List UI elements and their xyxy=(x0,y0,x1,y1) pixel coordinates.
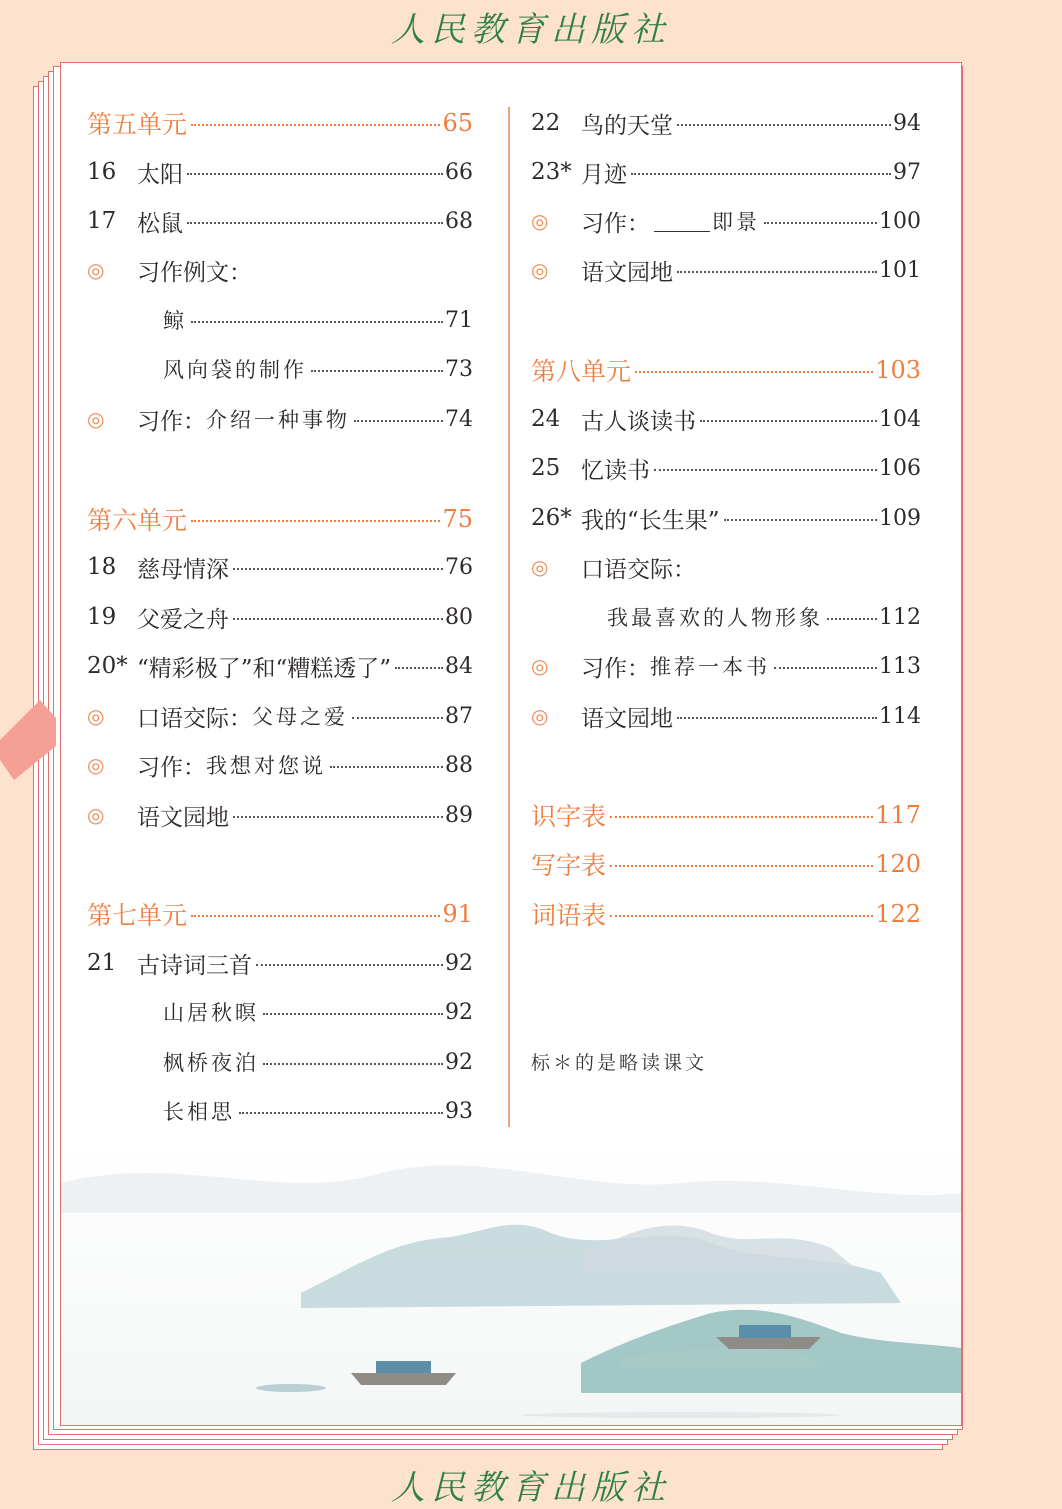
publisher-logo-top: 人民教育出版社 xyxy=(391,10,671,50)
page-number: 68 xyxy=(445,208,473,234)
lesson-number: 20* xyxy=(87,653,128,679)
lesson-number: 25 xyxy=(531,455,561,481)
page-number: 91 xyxy=(442,900,473,928)
toc-sub-item[interactable] xyxy=(87,1095,473,1127)
double-circle-icon: ◎ xyxy=(87,704,105,728)
toc-sub-item[interactable] xyxy=(87,996,473,1028)
page-number: 114 xyxy=(879,703,921,729)
entry-title: 长相思 xyxy=(163,1100,235,1124)
double-circle-icon: ◎ xyxy=(531,555,549,579)
page-number: 97 xyxy=(893,159,921,185)
dot-leader xyxy=(263,1013,443,1015)
toc-section-item[interactable] xyxy=(87,799,473,831)
dot-leader xyxy=(354,420,443,422)
dot-leader xyxy=(677,717,877,719)
page-number: 109 xyxy=(879,505,921,531)
double-circle-icon: ◎ xyxy=(531,209,549,233)
page-number: 92 xyxy=(445,999,473,1025)
bookmark-ribbon xyxy=(0,700,56,780)
dot-leader xyxy=(610,915,873,917)
entry-title: 写字表 xyxy=(531,851,607,880)
lesson-number: 17 xyxy=(87,208,117,234)
entry-subtitle: 我想对您说 xyxy=(206,754,326,778)
publisher-logo-bottom: 人民教育出版社 xyxy=(391,1468,671,1508)
toc-section-item[interactable] xyxy=(87,254,473,286)
entry-subtitle: 即景 xyxy=(712,210,760,234)
toc-lesson-item[interactable] xyxy=(87,156,473,188)
page-number: 89 xyxy=(445,802,473,828)
entry-title: 古诗词三首 xyxy=(137,952,252,979)
entry-title: 习作： xyxy=(137,408,206,435)
dot-leader xyxy=(654,469,877,471)
toc-lesson-item[interactable] xyxy=(87,551,473,583)
dot-leader xyxy=(631,173,891,175)
landscape-painting xyxy=(61,1143,961,1425)
lesson-number: 16 xyxy=(87,159,117,185)
toc-sub-item[interactable] xyxy=(87,1046,473,1078)
page-number: 101 xyxy=(879,257,921,283)
toc-section-item[interactable] xyxy=(531,650,921,682)
page-number: 88 xyxy=(445,752,473,778)
toc-section-item[interactable] xyxy=(531,254,921,286)
entry-title: 习作： xyxy=(581,655,650,682)
double-circle-icon: ◎ xyxy=(87,803,105,827)
entry-title: 习作： xyxy=(137,754,206,781)
entry-title: 语文园地 xyxy=(581,705,673,732)
page-number: 92 xyxy=(445,1049,473,1075)
entry-subtitle: 父母之爱 xyxy=(252,705,348,729)
toc-sub-item[interactable] xyxy=(531,601,921,633)
entry-title: 鸟的天堂 xyxy=(581,112,673,139)
double-circle-icon: ◎ xyxy=(531,704,549,728)
page-number: 113 xyxy=(879,653,921,679)
dot-leader xyxy=(610,816,873,818)
entry-title: 语文园地 xyxy=(137,804,229,831)
toc-section-item[interactable] xyxy=(87,700,473,732)
double-circle-icon: ◎ xyxy=(87,753,105,777)
page-number: 84 xyxy=(445,653,473,679)
toc-unit-heading[interactable] xyxy=(531,799,921,831)
page-number: 74 xyxy=(445,406,473,432)
toc-unit-heading[interactable] xyxy=(87,503,473,535)
lesson-number: 19 xyxy=(87,604,117,630)
page-number: 104 xyxy=(879,406,921,432)
dot-leader xyxy=(700,420,877,422)
fill-in-blank xyxy=(654,211,710,232)
entry-title: 月迹 xyxy=(581,161,627,188)
toc-sub-item[interactable] xyxy=(87,353,473,385)
entry-title: 第六单元 xyxy=(87,506,188,535)
toc-sub-item[interactable] xyxy=(87,304,473,336)
entry-title: 语文园地 xyxy=(581,259,673,286)
dot-leader xyxy=(191,520,440,522)
toc-lesson-item[interactable] xyxy=(531,502,921,534)
entry-title: 第八单元 xyxy=(531,357,632,386)
dot-leader xyxy=(191,915,440,917)
page-number: 106 xyxy=(879,455,921,481)
toc-lesson-item[interactable] xyxy=(87,650,473,682)
dot-leader xyxy=(395,667,443,669)
entry-title: 父爱之舟 xyxy=(137,606,229,633)
dot-leader xyxy=(635,371,873,373)
footnote: 标＊的是略读课文 xyxy=(531,1052,708,1074)
entry-title: 口语交际： xyxy=(137,705,252,732)
entry-subtitle: 介绍一种事物 xyxy=(206,408,350,432)
dot-leader xyxy=(263,1063,443,1065)
page-number: 93 xyxy=(445,1098,473,1124)
lesson-number: 26* xyxy=(531,505,572,531)
page-number: 103 xyxy=(875,356,921,384)
entry-title: 词语表 xyxy=(531,901,607,930)
page-number: 73 xyxy=(445,356,473,382)
page-number: 87 xyxy=(445,703,473,729)
page-number: 94 xyxy=(893,110,921,136)
page-number: 112 xyxy=(879,604,921,630)
dot-leader xyxy=(677,271,877,273)
dot-leader xyxy=(724,519,877,521)
entry-title: 口语交际： xyxy=(581,556,696,583)
entry-title: “精彩极了”和“糟糕透了” xyxy=(137,655,392,682)
dot-leader xyxy=(239,1112,443,1114)
dot-leader xyxy=(187,173,443,175)
dot-leader xyxy=(311,370,443,372)
toc-unit-heading[interactable] xyxy=(531,848,921,880)
toc-unit-heading[interactable] xyxy=(531,898,921,930)
page-number: 75 xyxy=(442,505,473,533)
dot-leader xyxy=(256,964,443,966)
page-number: 76 xyxy=(445,554,473,580)
dot-leader xyxy=(233,816,443,818)
entry-subtitle: 推荐一本书 xyxy=(650,655,770,679)
column-divider xyxy=(508,107,510,1127)
lesson-number: 18 xyxy=(87,554,117,580)
entry-title: 习作： xyxy=(581,210,650,237)
page-number: 80 xyxy=(445,604,473,630)
entry-title: 枫桥夜泊 xyxy=(163,1051,259,1075)
toc-section-item[interactable] xyxy=(531,700,921,732)
entry-title: 风向袋的制作 xyxy=(163,358,307,382)
dot-leader xyxy=(677,124,891,126)
dot-leader xyxy=(233,568,443,570)
dot-leader xyxy=(352,717,443,719)
dot-leader xyxy=(233,618,443,620)
entry-title: 识字表 xyxy=(531,802,607,831)
double-circle-icon: ◎ xyxy=(87,407,105,431)
page-number: 71 xyxy=(445,307,473,333)
toc-unit-heading[interactable] xyxy=(87,898,473,930)
double-circle-icon: ◎ xyxy=(531,258,549,282)
toc-lesson-item[interactable] xyxy=(531,403,921,435)
toc-unit-heading[interactable] xyxy=(531,354,921,386)
lesson-number: 23* xyxy=(531,159,572,185)
dot-leader xyxy=(191,321,443,323)
toc-section-item[interactable] xyxy=(87,403,473,435)
toc-section-item[interactable] xyxy=(531,205,921,237)
toc-lesson-item[interactable] xyxy=(87,601,473,633)
toc-lesson-item[interactable] xyxy=(531,107,921,139)
toc-lesson-item[interactable] xyxy=(87,947,473,979)
toc-page xyxy=(60,62,962,1426)
page-number: 120 xyxy=(875,850,921,878)
entry-title: 山居秋暝 xyxy=(163,1001,259,1025)
dot-leader xyxy=(330,766,443,768)
lesson-number: 24 xyxy=(531,406,561,432)
page-number: 100 xyxy=(879,208,921,234)
entry-title: 第七单元 xyxy=(87,901,188,930)
dot-leader xyxy=(764,222,877,224)
entry-title: 慈母情深 xyxy=(137,556,229,583)
entry-title: 我的“长生果” xyxy=(581,507,720,534)
entry-title: 松鼠 xyxy=(137,210,183,237)
toc-section-item[interactable] xyxy=(531,551,921,583)
entry-title: 忆读书 xyxy=(581,457,650,484)
entry-title: 古人谈读书 xyxy=(581,408,696,435)
page-number: 122 xyxy=(875,900,921,928)
dot-leader xyxy=(610,865,873,867)
toc-lesson-item[interactable] xyxy=(531,452,921,484)
toc-lesson-item[interactable] xyxy=(531,156,921,188)
toc-lesson-item[interactable] xyxy=(87,205,473,237)
double-circle-icon: ◎ xyxy=(531,654,549,678)
lesson-number: 22 xyxy=(531,110,561,136)
dot-leader xyxy=(187,222,443,224)
entry-title: 第五单元 xyxy=(87,110,188,139)
lesson-number: 21 xyxy=(87,950,117,976)
toc-unit-heading[interactable] xyxy=(87,107,473,139)
double-circle-icon: ◎ xyxy=(87,258,105,282)
entry-title: 鲸 xyxy=(163,309,187,333)
entry-title: 我最喜欢的人物形象 xyxy=(607,606,823,630)
page-number: 92 xyxy=(445,950,473,976)
dot-leader xyxy=(191,124,440,126)
toc-section-item[interactable] xyxy=(87,749,473,781)
dot-leader xyxy=(827,618,877,620)
entry-title: 习作例文： xyxy=(137,259,252,286)
entry-title: 太阳 xyxy=(137,161,183,188)
page-number: 66 xyxy=(445,159,473,185)
page-number: 65 xyxy=(442,109,473,137)
dot-leader xyxy=(774,667,877,669)
page-number: 117 xyxy=(875,801,921,829)
